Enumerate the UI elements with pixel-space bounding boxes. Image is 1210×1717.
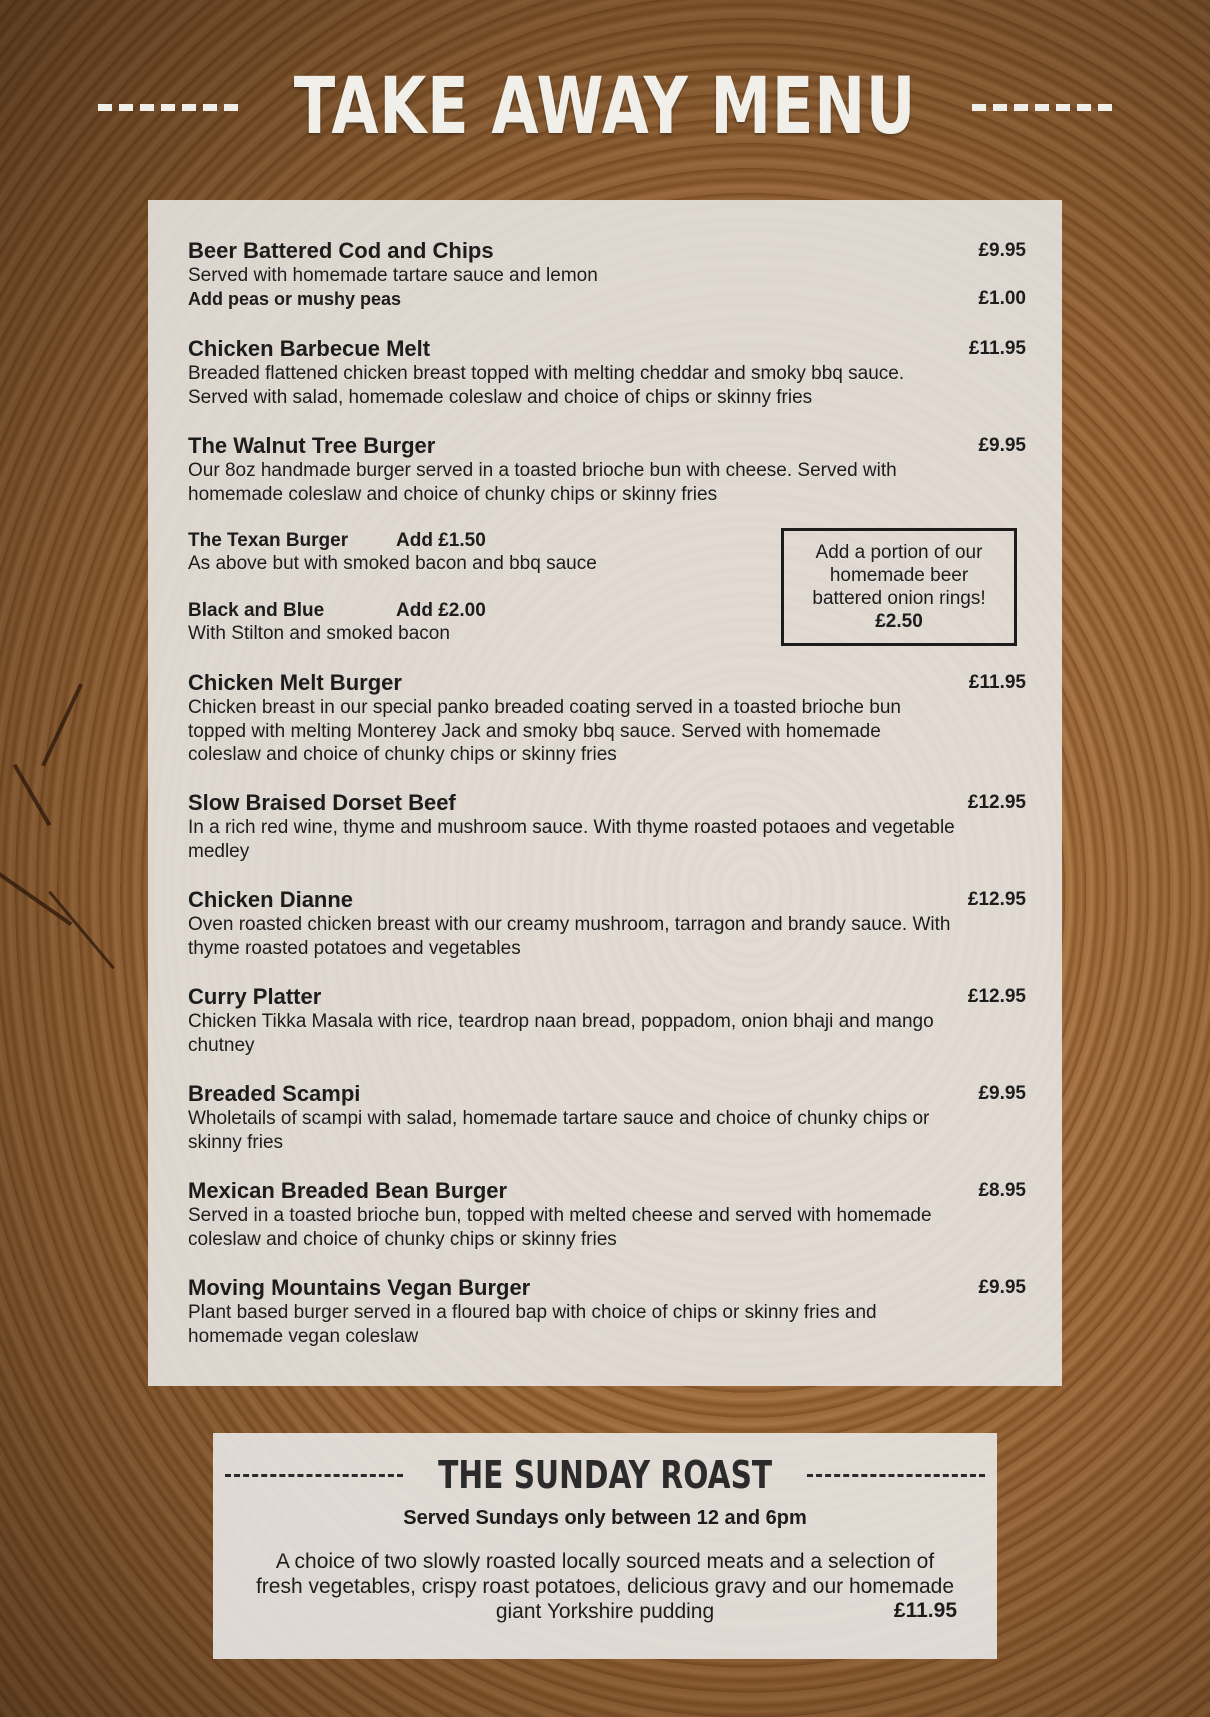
sunday-roast-price: £11.95 [893,1599,957,1622]
sunday-dash-left [225,1474,403,1477]
item-name: Breaded Scampi [188,1081,361,1106]
menu-item [188,238,1026,310]
sunday-roast-title: THE SUNDAY ROAST [437,1453,773,1497]
item-description: Served in a toasted brioche bun, topped with melted cheese and served with homemade coleslaw and choice of chunky chips or skinny fries [188,1205,932,1250]
addon-price: £1.00 [978,287,1026,309]
item-description: Plant based burger served in a floured bap with choice of chips or skinny fries and homemade vegan coleslaw [188,1302,877,1347]
item-name: Curry Platter [188,984,322,1009]
burger-variant [188,530,748,576]
wood-crack [13,764,51,827]
variant-name: Black and Blue [188,600,325,621]
item-name: The Walnut Tree Burger [188,433,436,458]
header-dash-right [972,104,1112,111]
promo-price: £2.50 [875,611,923,632]
item-name: Slow Braised Dorset Beef [188,790,456,815]
item-price: £8.95 [978,1180,1026,1201]
item-description: Served with homemade tartare sauce and lemon [188,265,598,286]
variant-add-price: Add £2.00 [396,600,486,621]
menu-item [188,1081,1026,1154]
item-description: Chicken breast in our special panko breaded coating served in a toasted brioche bun topped with melting Monterey Jack and smoky bbq sauce. Served with homemade coleslaw and choice of chunky chips or skinny fries [188,697,901,765]
menu-item [188,790,1026,863]
header-dash-left [98,104,238,111]
promo-line: battered onion rings! [812,588,986,609]
main-menu-panel [148,200,1062,1386]
addon-label: Add peas or mushy peas [188,288,402,309]
item-price: £9.95 [978,1083,1026,1104]
item-price: £12.95 [967,792,1026,813]
menu-item [188,433,1026,506]
item-price: £9.95 [978,435,1026,456]
item-addon [188,288,1026,310]
menu-item [188,1178,1026,1251]
item-description: Oven roasted chicken breast with our creamy mushroom, tarragon and brandy sauce. With thyme roasted potatoes and vegetables [188,914,951,959]
item-name: Beer Battered Cod and Chips [188,238,494,263]
item-name: Chicken Barbecue Melt [188,336,431,361]
variant-add-price: Add £1.50 [396,530,486,551]
burger-variant [188,600,748,646]
item-price: £11.95 [968,672,1026,693]
item-name: Chicken Dianne [188,887,354,912]
menu-item [188,887,1026,960]
item-description: Breaded flattened chicken breast topped with melting cheddar and smoky bbq sauce. Served with salad, homemade coleslaw and choice of chips or skinny fries [188,363,905,408]
item-price: £12.95 [967,986,1026,1007]
item-name: Chicken Melt Burger [188,670,402,695]
item-price: £9.95 [978,240,1026,261]
promo-line: Add a portion of our [815,542,983,563]
item-description: Chicken Tikka Masala with rice, teardrop naan bread, poppadom, onion bhaji and mango chutney [188,1011,934,1056]
sunday-dash-right [807,1474,985,1477]
promo-line: homemade beer [829,565,969,586]
menu-item [188,984,1026,1057]
item-price: £9.95 [978,1277,1026,1298]
wood-crack [0,854,72,926]
sunday-roast-panel [213,1433,997,1659]
menu-title: TAKE AWAY MENU [293,62,917,152]
menu-item [188,1275,1026,1348]
item-price: £11.95 [968,338,1026,359]
item-name: Moving Mountains Vegan Burger [188,1275,531,1300]
variant-name: The Texan Burger [188,530,349,551]
item-description: Our 8oz handmade burger served in a toasted brioche bun with cheese. Served with homemade coleslaw and choice of chunky chips or skinny fries [188,460,897,505]
variant-description: With Stilton and smoked bacon [188,623,450,644]
item-name: Mexican Breaded Bean Burger [188,1178,508,1203]
variant-description: As above but with smoked bacon and bbq sauce [188,553,597,574]
item-price: £12.95 [967,889,1026,910]
sunday-roast-subtitle: Served Sundays only between 12 and 6pm [403,1507,807,1529]
wood-crack [48,891,115,970]
menu-item [188,670,1026,767]
item-description: Wholetails of scampi with salad, homemade tartare sauce and choice of chunky chips or skinny fries [188,1108,930,1153]
sunday-roast-header [213,1453,997,1497]
variant-header [188,600,748,622]
menu-item [188,336,1026,409]
item-description: In a rich red wine, thyme and mushroom sauce. With thyme roasted potaoes and vegetable medley [188,817,955,862]
sunday-roast-description: A choice of two slowly roasted locally sourced meats and a selection of fresh vegetables, crispy roast potatoes, delicious gravy and our homemade giant Yorkshire pudding [255,1550,955,1623]
onion-rings-promo-box [781,528,1017,646]
menu-header [0,62,1210,152]
variant-header [188,530,748,552]
wood-crack [41,683,83,766]
